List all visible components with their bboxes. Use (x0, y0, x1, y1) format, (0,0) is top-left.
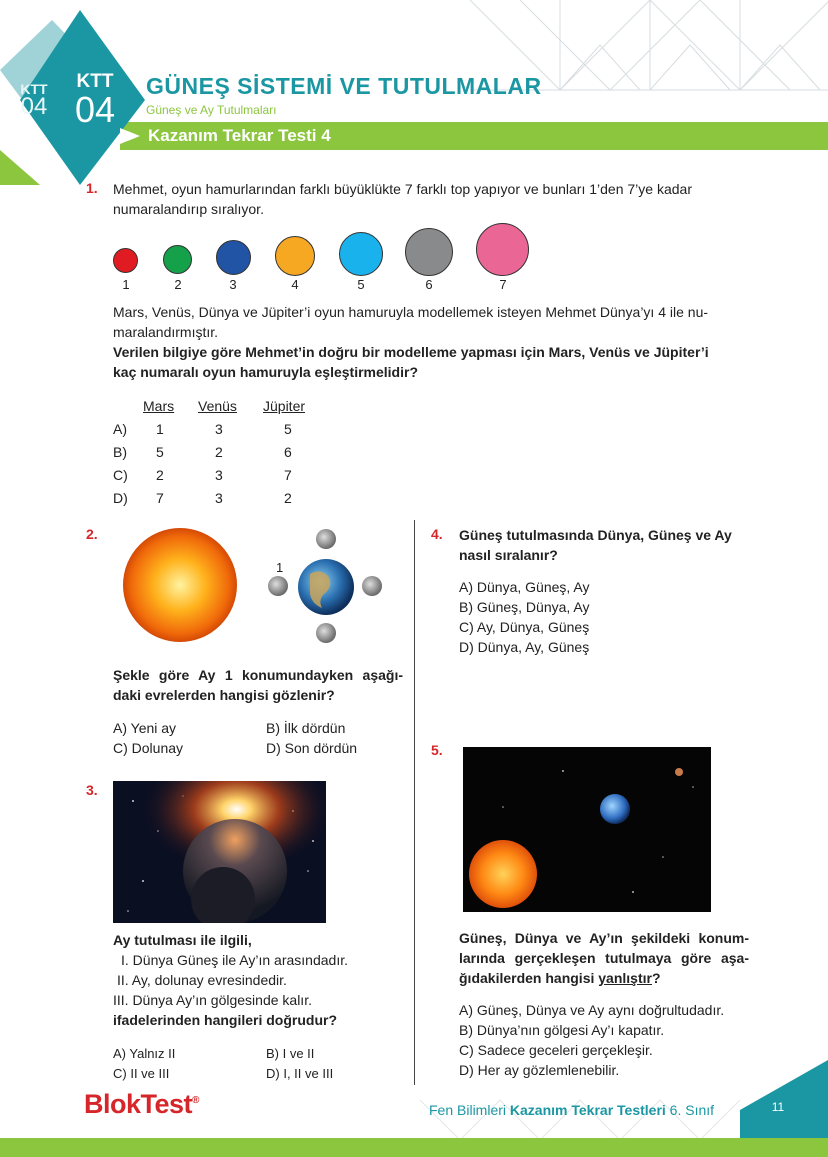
q2-option-c[interactable]: C) Dolunay (113, 740, 184, 756)
table-cell: 1 (156, 421, 164, 437)
q2-option-b[interactable]: B) İlk dördün (266, 720, 346, 736)
moon-bottom (316, 623, 336, 643)
page-number: 11 (771, 1100, 785, 1114)
q5-question-line1: Güneş, Dünya ve Ay’ın şekildeki konum- (459, 930, 749, 946)
ball-label-6: 6 (425, 277, 433, 292)
q2-option-a[interactable]: A) Yeni ay (113, 720, 177, 736)
q5-option-c[interactable]: C) Sadece geceleri gerçekleşir. (459, 1042, 653, 1058)
moon-right (362, 576, 382, 596)
ball-1 (113, 248, 138, 273)
q4-question-line1: Güneş tutulmasında Dünya, Güneş ve Ay (459, 527, 732, 543)
ball-2 (163, 245, 192, 274)
q5-question-emphasis: yanlıştır (598, 970, 652, 986)
q4-option-c[interactable]: C) Ay, Dünya, Güneş (459, 619, 590, 635)
footer-series (429, 1102, 714, 1118)
q5-space-image (463, 747, 711, 912)
ball-label-2: 2 (174, 277, 182, 292)
ball-7 (476, 223, 529, 276)
col-header-venus: Venüs (198, 398, 237, 414)
footer-subject: Fen Bilimleri (429, 1102, 510, 1118)
q5-number: 5. (431, 742, 443, 758)
sun-image (123, 528, 237, 642)
q2-question-line2: daki evrelerden hangisi gözlenir? (113, 687, 335, 703)
q1-info-line2: maralandırmıştır. (113, 324, 219, 340)
q4-option-b[interactable]: B) Güneş, Dünya, Ay (459, 599, 590, 615)
q1-question-line2: kaç numaralı oyun hamuruyla eşleştirmelidir? (113, 364, 418, 380)
brand-mark: ® (192, 1095, 199, 1106)
ball-4 (275, 236, 315, 276)
q5-question-line3-post: ? (651, 970, 661, 986)
q5-option-a[interactable]: A) Güneş, Dünya ve Ay aynı doğrultudadır. (459, 1002, 725, 1018)
ball-label-4: 4 (291, 277, 299, 292)
option-label-a[interactable]: A) (113, 421, 127, 437)
q3-body (113, 930, 403, 1030)
q1-intro (113, 179, 753, 219)
table-cell: 6 (284, 444, 292, 460)
test-name: Kazanım Tekrar Testi 4 (148, 126, 331, 145)
brand-logo (84, 1089, 199, 1120)
q1-number: 1. (86, 180, 98, 196)
column-divider (414, 520, 415, 1085)
q2-option-d[interactable]: D) Son dördün (266, 740, 358, 756)
q3-option-c[interactable]: C) II ve III (113, 1066, 170, 1081)
brand-name: BlokTest (84, 1089, 193, 1119)
option-label-c[interactable]: C) (113, 467, 128, 483)
q4-question (459, 525, 759, 565)
ball-label-3: 3 (229, 277, 237, 292)
col-header-jupiter: Jüpiter (263, 398, 306, 414)
q2-figure (110, 522, 400, 652)
q3-number: 3. (86, 782, 98, 798)
page-title: GÜNEŞ SİSTEMİ VE TUTULMALAR (146, 73, 542, 99)
moon-position-label: 1 (276, 560, 284, 575)
table-cell: 3 (215, 421, 223, 437)
footer-series-name: Kazanım Tekrar Testleri (509, 1102, 666, 1118)
ball-5 (339, 232, 383, 276)
q5-option-d[interactable]: D) Her ay gözlemlenebilir. (459, 1062, 620, 1078)
q3-statement-2: II. Ay, dolunay evresindedir. (117, 972, 287, 988)
q5-question (459, 928, 749, 988)
moon-left (268, 576, 288, 596)
page-subtitle: Güneş ve Ay Tutulmaları (146, 103, 277, 117)
q1-question-line1: Verilen bilgiye göre Mehmet’in doğru bir modelleme yapması için Mars, Venüs ve Jüpiter’i (113, 344, 709, 360)
table-cell: 3 (215, 490, 223, 506)
option-label-b[interactable]: B) (113, 444, 127, 460)
q3-statement-1: I. Dünya Güneş ile Ay’ın arasındadır. (121, 952, 348, 968)
footer-grade: 6. Sınıf (665, 1102, 715, 1118)
badge (70, 72, 120, 128)
q2-number: 2. (86, 526, 98, 542)
col-header-mars: Mars (143, 398, 175, 414)
ball-label-1: 1 (122, 277, 130, 292)
option-label-d[interactable]: D) (113, 490, 128, 506)
q1-info-line1: Mars, Venüs, Dünya ve Jüpiter’i oyun hamuruyla modellemek isteyen Mehmet Dünya’yı 4 ile nu- (113, 304, 709, 320)
table-cell: 2 (215, 444, 223, 460)
table-cell: 5 (284, 421, 292, 437)
badge-bottom: 04 (74, 89, 116, 130)
q5-question-line3 (459, 968, 749, 988)
q4-option-a[interactable]: A) Dünya, Güneş, Ay (459, 579, 590, 595)
table-cell: 7 (156, 490, 164, 506)
q2-question-line1: Şekle göre Ay 1 konumundayken aşağı- (113, 667, 403, 683)
q3-eclipse-image (113, 781, 326, 923)
ball-6 (405, 228, 453, 276)
table-cell: 2 (156, 467, 164, 483)
q2-question (113, 665, 403, 705)
q1-question (113, 342, 753, 382)
badge-top: KTT (76, 71, 114, 92)
ball-label-7: 7 (499, 277, 507, 292)
ball-3 (216, 240, 251, 275)
q3-question: ifadelerinden hangileri doğrudur? (113, 1012, 338, 1028)
q1-intro-line2: numaralandırıp sıralıyor. (113, 201, 264, 217)
badge-small (16, 80, 52, 120)
moon-top (316, 529, 336, 549)
q4-question-line2: nasıl sıralanır? (459, 547, 558, 563)
q5-question-line2: larında gerçekleşen tutulmaya göre aşa- (459, 950, 749, 966)
q3-stem: Ay tutulması ile ilgili, (113, 932, 252, 948)
table-cell: 5 (156, 444, 164, 460)
q1-intro-line1: Mehmet, oyun hamurlarından farklı büyüklükte 7 farklı top yapıyor ve bunları 1’den 7’ye kadar (113, 181, 692, 197)
q1-info (113, 302, 753, 342)
badge-small-top: KTT (20, 81, 48, 97)
table-cell: 3 (215, 467, 223, 483)
q3-option-d[interactable]: D) I, II ve III (266, 1066, 334, 1081)
badge-small-bottom: 04 (20, 93, 48, 120)
q4-number: 4. (431, 526, 443, 542)
q3-option-a[interactable]: A) Yalnız II (113, 1046, 176, 1061)
table-cell: 2 (284, 490, 292, 506)
q5-option-b[interactable]: B) Dünya’nın gölgesi Ay’ı kapatır. (459, 1022, 665, 1038)
q4-option-d[interactable]: D) Dünya, Ay, Güneş (459, 639, 590, 655)
table-cell: 7 (284, 467, 292, 483)
q5-question-line3-pre: ğıdakilerden hangisi (459, 970, 599, 986)
header-decoration (0, 0, 828, 200)
ball-label-5: 5 (357, 277, 365, 292)
q3-option-b[interactable]: B) I ve II (266, 1046, 315, 1061)
q3-statement-3: III. Dünya Ay’ın gölgesinde kalır. (113, 992, 312, 1008)
